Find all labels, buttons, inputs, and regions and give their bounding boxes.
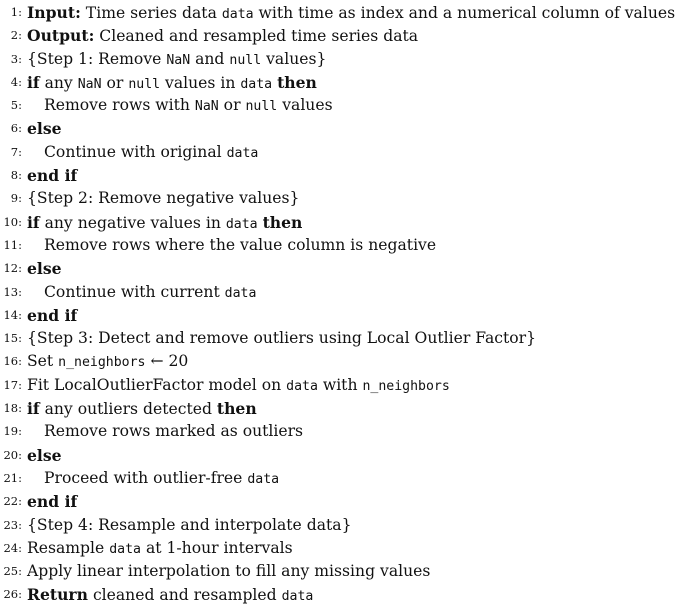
algorithm-line — [0, 281, 685, 304]
text-segment: Remove rows with — [44, 96, 195, 115]
algorithm-line — [0, 374, 685, 397]
line-text — [27, 187, 299, 210]
line-number: 12: — [3, 261, 22, 276]
line-number: 3: — [10, 51, 22, 66]
algorithm-line — [0, 164, 685, 187]
line-number: 13: — [3, 284, 22, 299]
text-segment: Proceed with outlier-free — [44, 468, 248, 487]
keyword: else — [27, 259, 62, 279]
algorithm-line — [0, 94, 685, 117]
line-number: 11: — [3, 237, 22, 252]
line-number: 9: — [10, 191, 22, 206]
keyword: then — [262, 212, 303, 232]
text-segment: {Step 1: Remove — [27, 49, 167, 68]
line-text — [27, 537, 293, 561]
line-number: 2: — [10, 28, 22, 43]
line-text — [44, 281, 256, 305]
line-text — [27, 374, 450, 398]
algorithm-line — [0, 514, 685, 537]
text-segment: Remove rows marked as outliers — [44, 422, 304, 441]
line-text — [27, 24, 418, 48]
line-text — [27, 48, 326, 72]
text-segment: or — [218, 96, 246, 115]
line-text — [27, 583, 313, 608]
algorithm-line — [0, 211, 685, 234]
text-segment: values — [277, 96, 333, 115]
line-number: 18: — [3, 401, 22, 416]
line-text — [27, 444, 62, 468]
algorithm-line — [0, 560, 685, 583]
line-text — [27, 514, 352, 537]
line-number: 19: — [3, 424, 22, 439]
code-token: data — [221, 7, 254, 22]
text-segment: Fit LocalOutlierFactor model on — [27, 375, 287, 394]
code-token: data — [286, 378, 318, 394]
line-text — [27, 211, 302, 236]
line-text — [27, 304, 77, 328]
code-token: data — [247, 471, 280, 487]
line-text — [27, 397, 257, 421]
line-number: 10: — [3, 214, 22, 229]
keyword: Return — [27, 585, 88, 605]
text-segment: Set — [27, 352, 59, 371]
code-token: data — [225, 216, 258, 232]
algorithm-line — [0, 397, 685, 420]
algorithm-line — [0, 24, 685, 47]
keyword: Input: — [27, 3, 81, 22]
keyword: if — [27, 399, 40, 419]
line-number: 26: — [3, 587, 22, 602]
code-token: null — [128, 76, 161, 92]
line-number: 15: — [3, 331, 22, 346]
text-segment: values in — [160, 73, 241, 92]
code-token: n_neighbors — [362, 378, 450, 394]
code-token: null — [245, 99, 278, 115]
algorithm-line — [0, 537, 685, 560]
algorithm-line — [0, 257, 685, 280]
line-number: 21: — [3, 470, 22, 485]
line-number: 20: — [3, 447, 22, 462]
text-segment: any — [39, 73, 78, 92]
line-text — [44, 420, 303, 443]
line-text — [27, 164, 77, 188]
algorithm-line — [0, 117, 685, 140]
line-text — [27, 257, 62, 281]
algorithm-line — [0, 327, 685, 350]
text-segment: {Step 3: Detect and remove outliers using Local Outlier Factor} — [27, 329, 537, 348]
text-segment: Continue with current — [44, 282, 225, 301]
code-token: NaN — [194, 99, 219, 115]
code-token: NaN — [77, 76, 102, 92]
keyword: end if — [27, 166, 78, 186]
line-number: 14: — [3, 307, 22, 322]
line-text — [44, 94, 333, 118]
text-segment: Remove rows where the value column is negative — [44, 235, 437, 254]
text-segment: Resample — [27, 538, 110, 557]
line-number: 25: — [3, 564, 22, 579]
code-token: data — [109, 541, 141, 557]
algorithm-line — [0, 420, 685, 443]
keyword: end if — [27, 305, 78, 325]
algorithm-line — [0, 583, 685, 606]
line-number: 22: — [3, 494, 22, 509]
code-token: data — [226, 145, 259, 161]
keyword: then — [277, 72, 317, 92]
text-segment: with — [317, 375, 363, 394]
line-text — [27, 71, 317, 96]
line-number: 7: — [10, 144, 22, 159]
line-number: 6: — [10, 121, 22, 136]
keyword: then — [216, 399, 257, 419]
text-segment: any negative values in — [39, 213, 226, 232]
text-segment: Cleaned and resampled time series data — [94, 27, 419, 46]
keyword: else — [27, 445, 62, 465]
code-token: NaN — [166, 52, 191, 68]
algorithm-line — [0, 187, 685, 210]
line-text — [44, 467, 279, 491]
text-segment: ← 20 — [145, 352, 189, 371]
text-segment: {Step 4: Resample and interpolate data} — [27, 515, 352, 534]
line-text — [27, 117, 62, 141]
line-text — [44, 234, 436, 257]
algorithm-line — [0, 490, 685, 513]
line-number: 17: — [3, 377, 22, 392]
code-token: n_neighbors — [58, 355, 146, 371]
code-token: data — [240, 76, 273, 92]
algorithm-line — [0, 141, 685, 164]
text-segment: values} — [261, 49, 327, 68]
text-segment: Time series data — [80, 4, 222, 22]
code-token: data — [224, 285, 257, 301]
algorithm-line — [0, 234, 685, 257]
keyword: if — [27, 72, 40, 92]
line-number: 23: — [3, 517, 22, 532]
line-number: 16: — [3, 354, 22, 369]
text-segment: Continue with original — [44, 142, 227, 161]
line-text — [44, 141, 258, 165]
text-segment: Apply linear interpolation to fill any missing values — [27, 562, 431, 581]
line-text — [27, 560, 430, 583]
algorithm-line — [0, 350, 685, 373]
text-segment: or — [101, 73, 129, 92]
text-segment: with time as index and a numerical column of values — [253, 4, 676, 22]
text-segment: at 1-hour intervals — [140, 538, 293, 557]
line-text — [27, 1, 675, 26]
keyword: if — [27, 212, 40, 232]
keyword: Output: — [27, 26, 95, 46]
algorithm-line — [0, 304, 685, 327]
text-segment: {Step 2: Remove negative values} — [27, 189, 300, 208]
keyword: end if — [27, 492, 78, 512]
line-text — [27, 327, 536, 350]
line-number: 4: — [10, 74, 22, 89]
algorithm-line — [0, 71, 685, 94]
line-text — [27, 490, 77, 514]
text-segment: and — [190, 49, 230, 68]
algorithm-line — [0, 48, 685, 71]
algorithm-line — [0, 444, 685, 467]
line-number: 24: — [3, 540, 22, 555]
line-text — [27, 350, 188, 374]
code-token: data — [281, 589, 314, 605]
code-token: null — [229, 52, 262, 68]
text-segment: any outliers detected — [39, 400, 217, 419]
algorithm-line — [0, 467, 685, 490]
text-segment: cleaned and resampled — [87, 586, 282, 605]
line-number: 8: — [10, 168, 22, 183]
line-number: 5: — [10, 98, 22, 113]
algorithm-line — [0, 1, 685, 24]
keyword: else — [27, 119, 62, 139]
line-number: 1: — [10, 5, 22, 19]
